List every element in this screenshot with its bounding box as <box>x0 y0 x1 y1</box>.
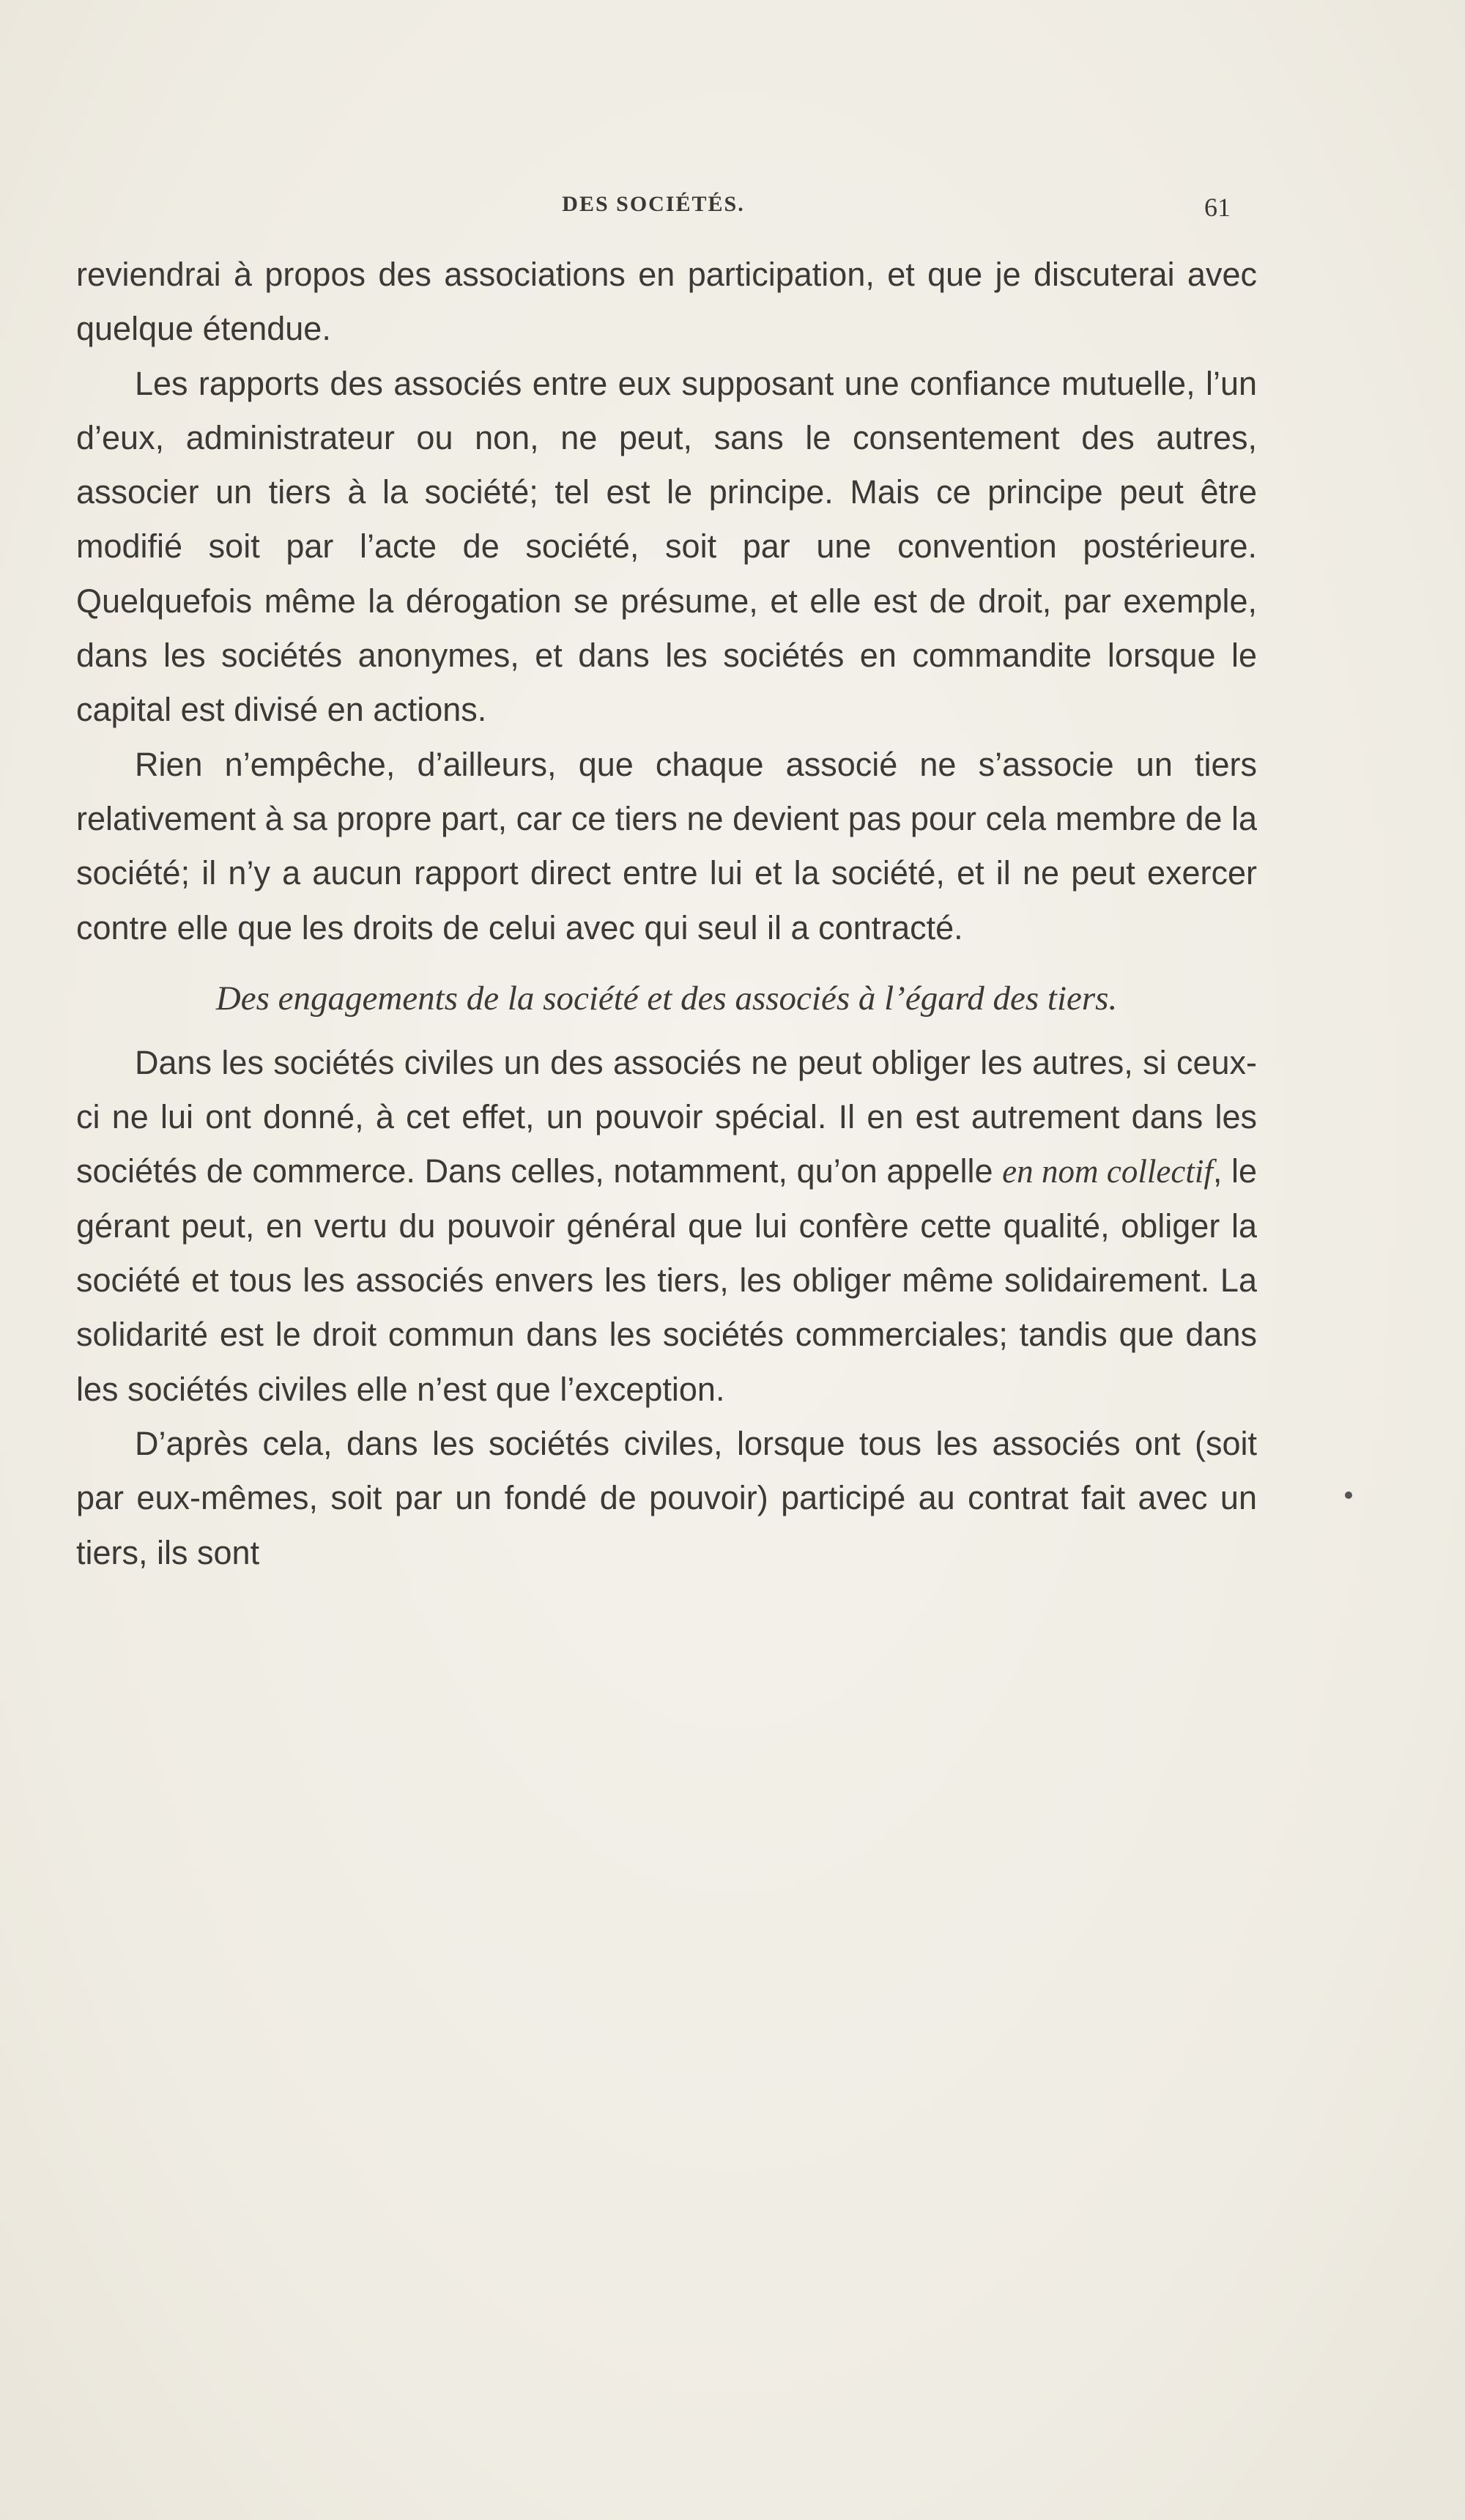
paragraph-1: reviendrai à propos des associations en participation, et que je discuterai avec quelque étendue. <box>76 256 1257 348</box>
section-heading: Des engagements de la société et des associés à l’égard des tiers. <box>215 979 1118 1018</box>
page-header <box>76 192 1231 221</box>
page-number: 61 <box>1204 193 1231 222</box>
running-title: DES SOCIÉTÉS. <box>562 192 745 216</box>
ink-speck <box>1345 1491 1352 1499</box>
paragraph-4-text-a: Dans les sociétés civiles un des associés ne peut obliger les autres, si ceux-ci ne lui ont donné, à cet effet, un pouvoir spécial. Il en est autrement dans les sociétés de commerce. Dans celles, notamment, qu’on appelle <box>76 1043 1257 1190</box>
paragraph-3: Rien n’empêche, d’ailleurs, que chaque associé ne s’associe un tiers relativement à sa propre part, car ce tiers ne devient pas pour cela membre de la société; il n’y a aucun rapport direct entre lui et la société, et il ne peut exercer contre elle que les droits de celui avec qui seul il a contracté. <box>76 745 1257 946</box>
paragraph-4-text-b: , le gérant peut, en vertu du pouvoir général que lui confère cette qualité, obliger la société et tous les associés envers les tiers, les obliger même solidairement. La solidarité est le droit commun dans les sociétés commerciales; tandis que dans les sociétés civiles elle n’est que l’exception. <box>76 1152 1258 1408</box>
paragraph-4-italic-term: en nom collectif <box>1002 1153 1213 1190</box>
paragraph-4 <box>76 1036 1257 1417</box>
paragraph-2: Les rapports des associés entre eux supposant une confiance mutuelle, l’un d’eux, administrateur ou non, ne peut, sans le consentement des autres, associer un tiers à la société; tel est le principe. Mais ce principe peut être modifié soit par l’acte de société, soit par une convention postérieure. Quelquefois même la dérogation se présume, et elle est de droit, par exemple, dans les sociétés anonymes, et dans les sociétés en commandite lorsque le capital est divisé en actions. <box>76 364 1257 729</box>
paragraph-5: D’après cela, dans les sociétés civiles, lorsque tous les associés ont (soit par eux-mêmes, soit par un fondé de pouvoir) participé au contrat fait avec un tiers, ils sont <box>76 1424 1257 1571</box>
body-text <box>76 248 1257 1580</box>
